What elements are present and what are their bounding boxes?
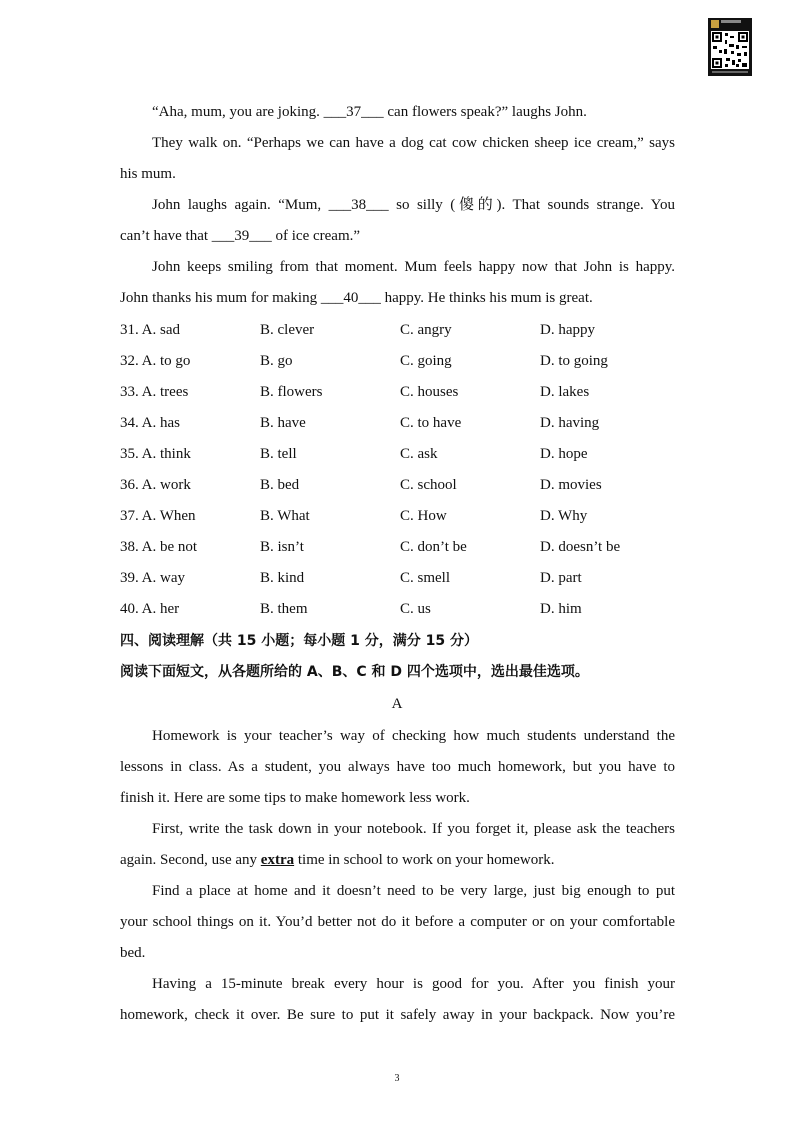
story-line: “Aha, mum, you are joking. ___37___ can flowers speak?” laughs John.	[152, 104, 587, 120]
option-c: C. us	[400, 601, 431, 617]
option-d: D. Why	[540, 508, 588, 524]
option-d: D. to going	[540, 353, 608, 369]
passage-line: First, write the task down in your notebook. If you forget it, please ask the teachers	[152, 821, 675, 837]
story-line: his mum.	[120, 166, 176, 182]
option-b: B. have	[260, 415, 306, 431]
story-line: They walk on. “Perhaps we can have a dog cat cow chicken sheep ice cream,” says	[152, 135, 675, 151]
qr-logo-icon	[711, 20, 719, 28]
option-b: B. them	[260, 601, 308, 617]
option-b: B. clever	[260, 322, 315, 338]
option-c: C. smell	[400, 570, 451, 586]
option-c: C. How	[400, 508, 447, 524]
passage-text: time in school to work on your homework.	[294, 852, 555, 868]
option-d: D. happy	[540, 322, 595, 338]
option-row	[120, 377, 680, 408]
option-a: 38. A. be not	[120, 539, 198, 555]
option-row	[120, 315, 680, 346]
option-row	[120, 408, 680, 439]
option-c: C. ask	[400, 446, 438, 462]
option-c: C. houses	[400, 384, 459, 400]
option-d: D. lakes	[540, 384, 590, 400]
option-a: 36. A. work	[120, 477, 191, 493]
option-a: 31. A. sad	[120, 322, 180, 338]
story-line: John laughs again. “Mum, ___38___ so silly (傻的). That sounds strange. You	[152, 197, 675, 213]
qr-caption-strip	[712, 71, 748, 73]
passage-line: homework, check it over. Be sure to put it safely away in your backpack. Now you’re	[120, 1007, 675, 1023]
qr-header-strip	[721, 20, 741, 23]
option-d: D. movies	[540, 477, 602, 493]
option-b: B. tell	[260, 446, 297, 462]
passage-line: bed.	[120, 945, 146, 961]
option-d: D. part	[540, 570, 582, 586]
passage-line: Homework is your teacher’s way of checking how much students understand the	[152, 728, 675, 744]
option-c: C. going	[400, 353, 452, 369]
option-c: C. angry	[400, 322, 452, 338]
option-row	[120, 470, 680, 501]
option-a: 37. A. When	[120, 508, 196, 524]
option-a: 39. A. way	[120, 570, 185, 586]
option-row	[120, 346, 680, 377]
page-number: 3	[394, 1073, 400, 1084]
option-b: B. bed	[260, 477, 300, 493]
option-d: D. doesn’t be	[540, 539, 621, 555]
passage-line: Having a 15-minute break every hour is good for you. After you finish your	[152, 976, 675, 992]
option-c: C. don’t be	[400, 539, 467, 555]
option-d: D. him	[540, 601, 582, 617]
passage-line: finish it. Here are some tips to make homework less work.	[120, 790, 470, 806]
option-b: B. go	[260, 353, 293, 369]
option-b: B. isn’t	[260, 539, 304, 555]
passage-line	[120, 845, 675, 876]
option-a: 33. A. trees	[120, 384, 189, 400]
passage-line: lessons in class. As a student, you always have too much homework, but you have to	[120, 759, 675, 775]
option-b: B. What	[260, 508, 310, 524]
underlined-word: extra	[260, 852, 295, 868]
option-b: B. flowers	[260, 384, 323, 400]
option-b: B. kind	[260, 570, 305, 586]
option-a: 32. A. to go	[120, 353, 191, 369]
story-paragraph	[120, 97, 675, 314]
passage-line: your school things on it. You’d better not do it before a computer or on your comfortable	[120, 914, 675, 930]
option-d: D. hope	[540, 446, 588, 462]
option-row	[120, 532, 680, 563]
option-row	[120, 563, 680, 594]
passage-text: again. Second, use any	[120, 852, 261, 868]
passage-label: A	[391, 696, 403, 712]
option-row	[120, 439, 680, 470]
story-line: can’t have that ___39___ of ice cream.”	[120, 228, 361, 244]
section-heading: 四、阅读理解（共 15 小题；每小题 1 分，满分 15 分）	[120, 633, 478, 649]
qr-code	[708, 18, 752, 76]
option-row	[120, 594, 680, 625]
option-c: C. school	[400, 477, 457, 493]
story-line: John keeps smiling from that moment. Mum feels happy now that John is happy.	[152, 259, 675, 275]
option-a: 35. A. think	[120, 446, 191, 462]
story-line: John thanks his mum for making ___40___ happy. He thinks his mum is great.	[120, 290, 593, 306]
option-c: C. to have	[400, 415, 462, 431]
option-row	[120, 501, 680, 532]
option-d: D. having	[540, 415, 600, 431]
option-a: 40. A. her	[120, 601, 180, 617]
passage-line: Find a place at home and it doesn’t need to be very large, just big enough to put	[152, 883, 675, 899]
option-a: 34. A. has	[120, 415, 180, 431]
passage-a	[120, 721, 675, 1031]
qr-pattern-icon	[711, 31, 749, 69]
section-instruction: 阅读下面短文，从各题所给的 A、B、C 和 D 四个选项中，选出最佳选项。	[120, 664, 589, 680]
